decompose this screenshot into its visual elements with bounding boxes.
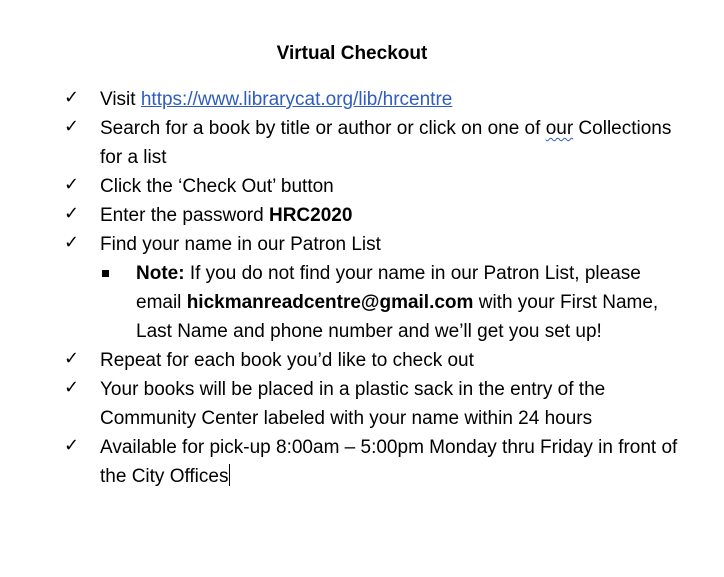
checkmark-icon: ✓ — [64, 116, 80, 137]
repeat-text: Repeat for each book you’d like to check out — [100, 350, 474, 371]
password-value: HRC2020 — [268, 205, 353, 226]
list-item-pickup — [0, 433, 724, 491]
list-item-placement — [0, 375, 724, 433]
list-item-search — [0, 114, 724, 172]
checkmark-icon: ✓ — [64, 232, 80, 253]
note-label: Note: — [136, 263, 185, 284]
note-text-1: If you do not find your name in our Patron List, please email — [136, 263, 641, 313]
pickup-text: Available for pick-up 8:00am – 5:00pm Monday thru Friday in front of the City Offices — [100, 437, 678, 487]
list-item-password — [0, 201, 724, 230]
checkout-steps-list — [0, 85, 724, 491]
patron-list-text: Find your name in our Patron List — [100, 234, 381, 255]
note-text-2: with your First Name, Last Name and phone number and we’ll get you set up! — [136, 292, 659, 342]
password-prefix: Enter the password — [100, 205, 269, 226]
search-text-before: Search for a book by title or author or click on one of — [100, 118, 546, 139]
visit-prefix: Visit — [100, 89, 141, 110]
search-text-after: Collections for a list — [100, 118, 672, 168]
list-item-checkout-button — [0, 172, 724, 201]
contact-email: hickmanreadcentre@gmail.com — [186, 292, 474, 313]
checkmark-icon: ✓ — [64, 435, 80, 456]
text-cursor — [229, 464, 230, 486]
checkmark-icon: ✓ — [64, 87, 80, 108]
list-item-repeat — [0, 346, 724, 375]
library-link[interactable]: https://www.librarycat.org/lib/hrcentre — [140, 89, 453, 110]
checkout-text: Click the ‘Check Out’ button — [100, 176, 334, 197]
checkmark-icon: ✓ — [64, 348, 80, 369]
list-item-patron-list — [0, 230, 724, 259]
checkmark-icon: ✓ — [64, 203, 80, 224]
checkmark-icon: ✓ — [64, 174, 80, 195]
checkmark-icon: ✓ — [64, 377, 80, 398]
note-item — [0, 259, 724, 346]
placement-text: Your books will be placed in a plastic sack in the entry of the Community Center labeled with your name within 24 hours — [100, 379, 606, 429]
spellcheck-word: our — [545, 118, 574, 139]
square-bullet-icon — [102, 270, 109, 277]
document-title: Virtual Checkout — [276, 43, 428, 64]
list-item-visit — [0, 85, 724, 114]
